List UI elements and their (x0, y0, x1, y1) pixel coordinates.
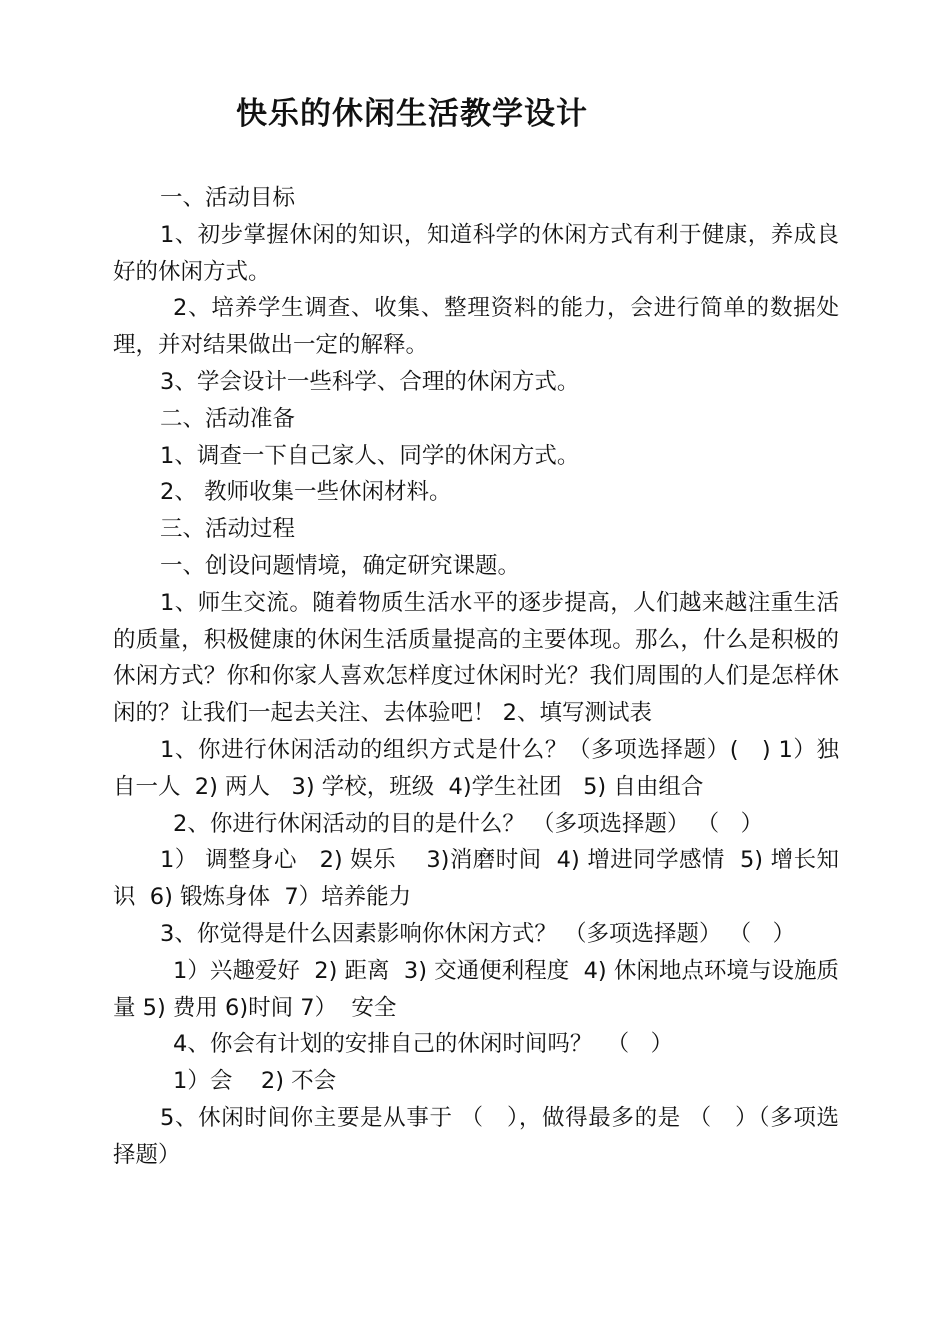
document-title: 快乐的休闲生活教学设计 (236, 96, 588, 132)
question-4-options: 1）会 2) 不会 (173, 1068, 337, 1095)
paragraph-process-intro: 一、创设问题情境，确定研究课题。 (160, 552, 521, 579)
question-5: 5、休闲时间你主要是从事于 （ ），做得最多的是 （ ）（多项选择题） (113, 1104, 839, 1168)
question-2: 2、你进行休闲活动的目的是什么？ （多项选择题） （ ） (173, 810, 764, 837)
paragraph-objective-1: 1、初步掌握休闲的知识，知道科学的休闲方式有利于健康，养成良好的休闲方式。 (113, 221, 839, 285)
paragraph-preparation-1: 1、调查一下自己家人、同学的休闲方式。 (160, 442, 580, 469)
question-4: 4、你会有计划的安排自己的休闲时间吗？ （ ） (173, 1031, 674, 1058)
paragraph-discussion: 1、师生交流。随着物质生活水平的逐步提高，人们越来越注重生活的质量，积极健康的休闲生活质量提高的主要体现。那么，什么是积极的休闲方式？你和你家人喜欢怎样度过休闲时光？我们周围的人们是怎样休闲的？让我们一起去关注、去体验吧！ 2、填写测试表 (113, 589, 839, 727)
question-3: 3、你觉得是什么因素影响你休闲方式？ （多项选择题） （ ） (160, 920, 796, 947)
question-2-options: 1） 调整身心 2) 娱乐 3)消磨时间 4) 增进同学感情 5) 增长知识 6) 锻炼身体 7）培养能力 (113, 847, 839, 911)
section-heading-objectives: 一、活动目标 (160, 185, 296, 211)
question-3-options: 1）兴趣爱好 2) 距离 3) 交通便利程度 4) 休闲地点环境与设施质量 5) 费用 6)时间 7） 安全 (113, 957, 839, 1021)
document-body (113, 180, 839, 1174)
question-1: 1、你进行休闲活动的组织方式是什么？（多项选择题）( ) 1）独自一人 2) 两人 3) 学校，班级 4)学生社团 5) 自由组合 (113, 736, 839, 800)
section-heading-preparation: 二、活动准备 (160, 405, 296, 432)
section-heading-process: 三、活动过程 (160, 516, 296, 543)
paragraph-objective-3: 3、学会设计一些科学、合理的休闲方式。 (160, 368, 580, 395)
paragraph-preparation-2: 2、 教师收集一些休闲材料。 (160, 479, 452, 506)
paragraph-objective-2: 2、培养学生调查、收集、整理资料的能力，会进行简单的数据处理，并对结果做出一定的解释。 (113, 295, 839, 359)
